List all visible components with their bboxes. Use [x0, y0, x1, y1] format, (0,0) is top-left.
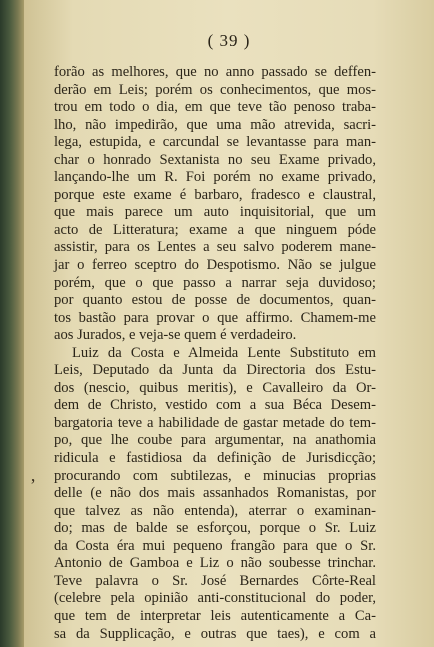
page-number: ( 39 )	[207, 31, 251, 50]
text-line: trou em todo o dia, em que teve tão penoso traba-	[54, 99, 376, 116]
text-line: que talvez as não entenda), aterrar o examinan-	[54, 502, 376, 519]
book-page	[24, 0, 434, 647]
text-line: derão em Leis; porém os conhecimentos, que mos-	[54, 81, 376, 98]
text-line: dos (nescio, quibus meritis), e Cavalleiro da Or-	[54, 379, 376, 396]
text-line: procurando com subtilezas, e minucias proprias	[54, 467, 376, 484]
text-line: (celebre pela opinião anti-constitucional do poder,	[54, 590, 376, 607]
text-line: aos Jurados, e veja-se quem é verdadeiro.	[54, 327, 297, 344]
body-text	[54, 64, 376, 643]
text-line: ridicula e fastidiosa da definição de Jurisdicção;	[54, 450, 376, 467]
text-line: que tem de interpretar leis autenticamente a Ca-	[54, 607, 376, 624]
text-line: char o honrado Sextanista no seu Exame privado,	[54, 151, 376, 168]
text-line: porém, que o que passo a narrar seja duvidoso;	[54, 274, 376, 291]
margin-mark: ‚	[30, 465, 36, 485]
text-line: acto de Litteratura; exame a que ninguem póde	[54, 221, 376, 238]
text-line: Leis, Deputado da Junta da Directoria dos Estu-	[54, 362, 376, 379]
text-line: lho, não impedirão, que uma mão atrevida, sacri-	[54, 116, 376, 133]
text-line: bargatoria teve a habilidade de gastar metade do tem-	[54, 414, 376, 431]
text-line: Antonio de Gamboa e Liz o não soubesse trinchar.	[54, 555, 376, 572]
text-line: que mais parece um auto inquisitorial, que um	[54, 204, 376, 221]
text-line: porque este exame é barbaro, fradesco e claustral,	[54, 186, 376, 203]
text-line: lega, estupida, e carcundal se levantasse para man-	[54, 134, 376, 151]
text-line: dem de Christo, vestido com a sua Béca Desem-	[54, 397, 376, 414]
paragraph-2	[54, 345, 376, 643]
text-line: delle (e não dos mais assanhados Romanistas, por	[54, 485, 376, 502]
text-line: do; mas de balde se esforçou, porque o Sr. Luiz	[54, 520, 376, 537]
text-line: assistir, para os Lentes a seu salvo poderem mane-	[54, 239, 376, 256]
text-line: forão as melhores, que no anno passado se deffen-	[54, 64, 376, 80]
text-line: sa da Supplicação, e outras que taes), e com a	[54, 625, 376, 642]
text-line: po, que lhe coube para argumentar, na anathomia	[54, 432, 376, 449]
text-line: tos bastão para provar o que affirmo. Chamem-me	[54, 309, 376, 326]
paragraph-1	[54, 64, 376, 345]
book-binding	[0, 0, 24, 647]
text-line: jar o ferreo sceptro do Despotismo. Não se julgue	[54, 257, 376, 274]
text-line: por quanto estou de posse de documentos, quan-	[54, 292, 376, 309]
text-line: Luiz da Costa e Almeida Lente Substituto em	[72, 344, 376, 361]
text-line: da Costa éra mui pequeno frangão para que o Sr.	[54, 537, 376, 554]
text-line: Teve palavra o Sr. José Bernardes Côrte-Real	[54, 572, 376, 589]
text-line: lançando-lhe um R. Foi porém no exame privado,	[54, 169, 376, 186]
